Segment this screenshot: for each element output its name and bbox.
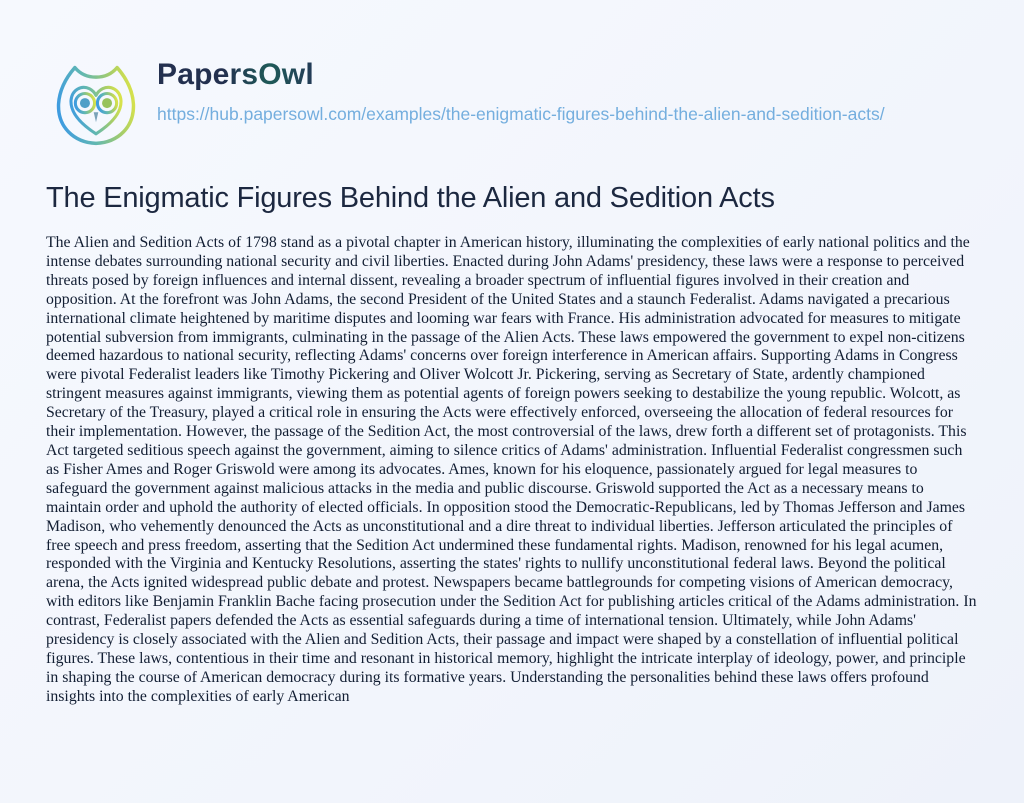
brand-name: PapersOwl xyxy=(157,58,314,91)
header-text xyxy=(157,56,885,127)
owl-icon xyxy=(48,56,144,154)
page-title: The Enigmatic Figures Behind the Alien and Sedition Acts xyxy=(46,182,775,214)
source-url-link[interactable]: https://hub.papersowl.com/examples/the-enigmatic-figures-behind-the-alien-and-sedition-acts/ xyxy=(157,104,885,124)
papersowl-logo xyxy=(48,56,144,154)
article-body: The Alien and Sedition Acts of 1798 stand as a pivotal chapter in American history, illuminating the complexities of early national politics and the intense debates surrounding national security and civil liberties. Enacted during John Adams' presidency, these laws were a response to perceived threats posed by foreign influences and internal dissent, revealing a broader spectrum of influential figures involved in their creation and opposition. At the forefront was John Adams, the second President of the United States and a staunch Federalist. Adams navigated a precarious international climate heightened by maritime disputes and looming war fears with France. His administration advocated for measures to mitigate potential subversion from immigrants, culminating in the passage of the Alien Acts. These laws empowered the government to expel non-citizens deemed hazardous to national security, reflecting Adams' concerns over foreign interference in American affairs. Supporting Adams in Congress were pivotal Federalist leaders like Timothy Pickering and Oliver Wolcott Jr. Pickering, serving as Secretary of State, ardently championed stringent measures against immigrants, viewing them as potential agents of foreign powers seeking to destabilize the young republic. Wolcott, as Secretary of the Treasury, played a critical role in ensuring the Acts were effectively enforced, overseeing the allocation of federal resources for their implementation. However, the passage of the Sedition Act, the most controversial of the laws, drew forth a different set of protagonists. This Act targeted seditious speech against the government, aiming to silence critics of Adams' administration. Influential Federalist congressmen such as Fisher Ames and Roger Griswold were among its advocates. Ames, known for his eloquence, passionately argued for legal measures to safeguard the government against malicious attacks in the media and public discourse. Griswold supported the Act as a necessary means to maintain order and uphold the authority of elected officials. In opposition stood the Democratic-Republicans, led by Thomas Jefferson and James Madison, who vehemently denounced the Acts as unconstitutional and a dire threat to individual liberties. Jefferson articulated the principles of free speech and press freedom, asserting that the Sedition Act undermined these fundamental rights. Madison, renowned for his legal acumen, responded with the Virginia and Kentucky Resolutions, asserting the states' rights to nullify unconstitutional federal laws. Beyond the political arena, the Acts ignited widespread public debate and protest. Newspapers became battlegrounds for competing visions of American democracy, with editors like Benjamin Franklin Bache facing prosecution under the Sedition Act for publishing articles critical of the Adams administration. In contrast, Federalist papers defended the Acts as essential safeguards during a time of international tension. Ultimately, while John Adams' presidency is closely associated with the Alien and Sedition Acts, their passage and impact were shaped by a constellation of influential political figures. These laws, contentious in their time and resonant in historical memory, highlight the intricate interplay of ideology, power, and principle in shaping the course of American democracy during its formative years. Understanding the personalities behind these laws offers profound insights into the complexities of early American xyxy=(46,234,977,705)
article xyxy=(0,179,1024,707)
site-header xyxy=(0,0,1024,154)
